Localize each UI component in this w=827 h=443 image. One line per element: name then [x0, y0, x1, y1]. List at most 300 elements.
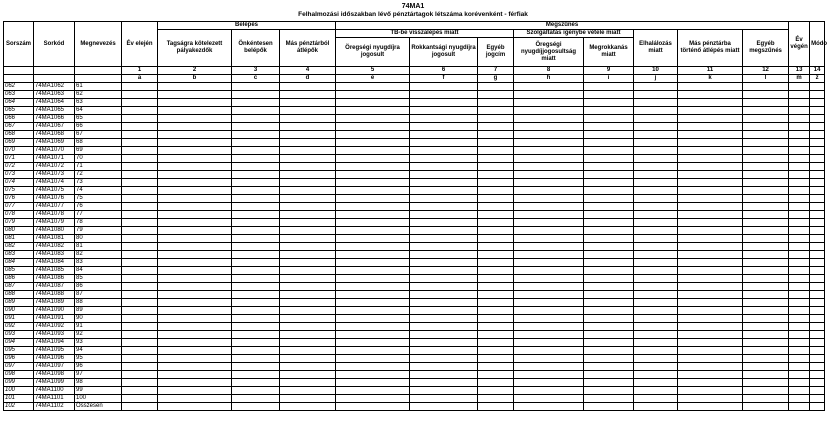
input-cell[interactable] [158, 283, 232, 291]
input-cell[interactable] [280, 347, 336, 355]
input-cell[interactable] [634, 99, 678, 107]
input-cell[interactable] [158, 267, 232, 275]
input-cell[interactable] [410, 107, 478, 115]
input-cell[interactable] [410, 291, 478, 299]
input-cell[interactable] [122, 115, 158, 123]
input-cell[interactable] [478, 275, 514, 283]
input-cell[interactable] [410, 363, 478, 371]
input-cell[interactable] [634, 315, 678, 323]
input-cell[interactable] [122, 347, 158, 355]
input-cell[interactable] [743, 331, 789, 339]
input-cell[interactable] [634, 187, 678, 195]
input-cell[interactable] [584, 235, 634, 243]
input-cell[interactable] [478, 323, 514, 331]
input-cell[interactable] [634, 219, 678, 227]
input-cell[interactable] [514, 179, 584, 187]
input-cell[interactable] [584, 251, 634, 259]
input-cell[interactable] [280, 219, 336, 227]
input-cell[interactable] [789, 403, 810, 411]
input-cell[interactable] [584, 323, 634, 331]
input-cell[interactable] [232, 267, 280, 275]
input-cell[interactable] [280, 403, 336, 411]
input-cell[interactable] [634, 403, 678, 411]
input-cell[interactable] [810, 195, 825, 203]
input-cell[interactable] [584, 131, 634, 139]
input-cell[interactable] [410, 259, 478, 267]
input-cell[interactable] [789, 307, 810, 315]
input-cell[interactable] [410, 203, 478, 211]
input-cell[interactable] [232, 299, 280, 307]
input-cell[interactable] [584, 243, 634, 251]
input-cell[interactable] [232, 163, 280, 171]
input-cell[interactable] [789, 203, 810, 211]
input-cell[interactable] [584, 155, 634, 163]
input-cell[interactable] [158, 347, 232, 355]
input-cell[interactable] [634, 283, 678, 291]
input-cell[interactable] [280, 163, 336, 171]
input-cell[interactable] [336, 243, 410, 251]
input-cell[interactable] [232, 131, 280, 139]
input-cell[interactable] [122, 267, 158, 275]
input-cell[interactable] [678, 363, 743, 371]
input-cell[interactable] [232, 395, 280, 403]
input-cell[interactable] [478, 395, 514, 403]
input-cell[interactable] [280, 131, 336, 139]
input-cell[interactable] [336, 139, 410, 147]
input-cell[interactable] [678, 403, 743, 411]
input-cell[interactable] [478, 339, 514, 347]
input-cell[interactable] [158, 131, 232, 139]
input-cell[interactable] [810, 403, 825, 411]
input-cell[interactable] [158, 171, 232, 179]
input-cell[interactable] [122, 171, 158, 179]
input-cell[interactable] [280, 99, 336, 107]
input-cell[interactable] [280, 147, 336, 155]
input-cell[interactable] [584, 307, 634, 315]
input-cell[interactable] [158, 115, 232, 123]
input-cell[interactable] [478, 243, 514, 251]
input-cell[interactable] [336, 347, 410, 355]
input-cell[interactable] [634, 363, 678, 371]
input-cell[interactable] [514, 291, 584, 299]
input-cell[interactable] [122, 291, 158, 299]
input-cell[interactable] [584, 371, 634, 379]
input-cell[interactable] [232, 107, 280, 115]
input-cell[interactable] [232, 179, 280, 187]
input-cell[interactable] [810, 107, 825, 115]
input-cell[interactable] [810, 315, 825, 323]
input-cell[interactable] [122, 251, 158, 259]
input-cell[interactable] [514, 315, 584, 323]
input-cell[interactable] [678, 195, 743, 203]
input-cell[interactable] [514, 403, 584, 411]
input-cell[interactable] [280, 187, 336, 195]
input-cell[interactable] [410, 299, 478, 307]
input-cell[interactable] [478, 315, 514, 323]
input-cell[interactable] [514, 243, 584, 251]
input-cell[interactable] [232, 275, 280, 283]
input-cell[interactable] [122, 123, 158, 131]
input-cell[interactable] [280, 379, 336, 387]
input-cell[interactable] [478, 211, 514, 219]
input-cell[interactable] [122, 163, 158, 171]
input-cell[interactable] [122, 179, 158, 187]
input-cell[interactable] [336, 371, 410, 379]
input-cell[interactable] [158, 387, 232, 395]
input-cell[interactable] [789, 139, 810, 147]
input-cell[interactable] [514, 371, 584, 379]
input-cell[interactable] [336, 219, 410, 227]
input-cell[interactable] [478, 371, 514, 379]
input-cell[interactable] [336, 123, 410, 131]
input-cell[interactable] [514, 171, 584, 179]
input-cell[interactable] [410, 219, 478, 227]
input-cell[interactable] [232, 315, 280, 323]
input-cell[interactable] [336, 147, 410, 155]
input-cell[interactable] [232, 339, 280, 347]
input-cell[interactable] [789, 131, 810, 139]
input-cell[interactable] [336, 267, 410, 275]
input-cell[interactable] [514, 91, 584, 99]
input-cell[interactable] [810, 307, 825, 315]
input-cell[interactable] [810, 323, 825, 331]
input-cell[interactable] [280, 179, 336, 187]
input-cell[interactable] [122, 91, 158, 99]
input-cell[interactable] [810, 139, 825, 147]
input-cell[interactable] [410, 355, 478, 363]
input-cell[interactable] [232, 211, 280, 219]
input-cell[interactable] [514, 363, 584, 371]
input-cell[interactable] [743, 91, 789, 99]
input-cell[interactable] [122, 395, 158, 403]
input-cell[interactable] [232, 99, 280, 107]
input-cell[interactable] [478, 251, 514, 259]
input-cell[interactable] [478, 219, 514, 227]
input-cell[interactable] [122, 387, 158, 395]
input-cell[interactable] [158, 123, 232, 131]
input-cell[interactable] [280, 171, 336, 179]
input-cell[interactable] [158, 195, 232, 203]
input-cell[interactable] [584, 115, 634, 123]
input-cell[interactable] [478, 115, 514, 123]
input-cell[interactable] [232, 83, 280, 91]
input-cell[interactable] [232, 363, 280, 371]
input-cell[interactable] [410, 387, 478, 395]
input-cell[interactable] [158, 307, 232, 315]
input-cell[interactable] [514, 155, 584, 163]
input-cell[interactable] [514, 203, 584, 211]
input-cell[interactable] [810, 387, 825, 395]
input-cell[interactable] [232, 227, 280, 235]
input-cell[interactable] [634, 195, 678, 203]
input-cell[interactable] [634, 299, 678, 307]
input-cell[interactable] [232, 387, 280, 395]
input-cell[interactable] [789, 387, 810, 395]
input-cell[interactable] [634, 323, 678, 331]
input-cell[interactable] [634, 331, 678, 339]
input-cell[interactable] [514, 211, 584, 219]
input-cell[interactable] [280, 251, 336, 259]
input-cell[interactable] [584, 171, 634, 179]
input-cell[interactable] [336, 275, 410, 283]
input-cell[interactable] [280, 395, 336, 403]
input-cell[interactable] [122, 99, 158, 107]
input-cell[interactable] [678, 283, 743, 291]
input-cell[interactable] [232, 203, 280, 211]
input-cell[interactable] [678, 227, 743, 235]
input-cell[interactable] [678, 219, 743, 227]
input-cell[interactable] [584, 363, 634, 371]
input-cell[interactable] [743, 211, 789, 219]
input-cell[interactable] [678, 299, 743, 307]
input-cell[interactable] [678, 275, 743, 283]
input-cell[interactable] [789, 379, 810, 387]
input-cell[interactable] [478, 235, 514, 243]
input-cell[interactable] [678, 395, 743, 403]
input-cell[interactable] [478, 147, 514, 155]
input-cell[interactable] [810, 203, 825, 211]
input-cell[interactable] [122, 219, 158, 227]
input-cell[interactable] [478, 131, 514, 139]
input-cell[interactable] [678, 139, 743, 147]
input-cell[interactable] [478, 387, 514, 395]
input-cell[interactable] [478, 379, 514, 387]
input-cell[interactable] [232, 403, 280, 411]
input-cell[interactable] [678, 187, 743, 195]
input-cell[interactable] [789, 347, 810, 355]
input-cell[interactable] [584, 99, 634, 107]
input-cell[interactable] [122, 403, 158, 411]
input-cell[interactable] [336, 155, 410, 163]
input-cell[interactable] [789, 99, 810, 107]
input-cell[interactable] [158, 187, 232, 195]
input-cell[interactable] [336, 331, 410, 339]
input-cell[interactable] [810, 91, 825, 99]
input-cell[interactable] [410, 139, 478, 147]
input-cell[interactable] [410, 83, 478, 91]
input-cell[interactable] [634, 259, 678, 267]
input-cell[interactable] [789, 363, 810, 371]
input-cell[interactable] [514, 379, 584, 387]
input-cell[interactable] [158, 155, 232, 163]
input-cell[interactable] [584, 179, 634, 187]
input-cell[interactable] [122, 227, 158, 235]
input-cell[interactable] [514, 339, 584, 347]
input-cell[interactable] [678, 251, 743, 259]
input-cell[interactable] [280, 123, 336, 131]
input-cell[interactable] [410, 187, 478, 195]
input-cell[interactable] [410, 379, 478, 387]
input-cell[interactable] [280, 275, 336, 283]
input-cell[interactable] [280, 307, 336, 315]
input-cell[interactable] [280, 315, 336, 323]
input-cell[interactable] [743, 307, 789, 315]
input-cell[interactable] [743, 139, 789, 147]
input-cell[interactable] [634, 91, 678, 99]
input-cell[interactable] [514, 107, 584, 115]
input-cell[interactable] [336, 203, 410, 211]
input-cell[interactable] [280, 195, 336, 203]
input-cell[interactable] [158, 139, 232, 147]
input-cell[interactable] [280, 299, 336, 307]
input-cell[interactable] [634, 235, 678, 243]
input-cell[interactable] [280, 139, 336, 147]
input-cell[interactable] [232, 187, 280, 195]
input-cell[interactable] [678, 307, 743, 315]
input-cell[interactable] [122, 147, 158, 155]
input-cell[interactable] [410, 91, 478, 99]
input-cell[interactable] [336, 299, 410, 307]
input-cell[interactable] [634, 371, 678, 379]
input-cell[interactable] [122, 331, 158, 339]
input-cell[interactable] [810, 379, 825, 387]
input-cell[interactable] [336, 323, 410, 331]
input-cell[interactable] [789, 395, 810, 403]
input-cell[interactable] [584, 91, 634, 99]
input-cell[interactable] [336, 163, 410, 171]
input-cell[interactable] [410, 315, 478, 323]
input-cell[interactable] [232, 147, 280, 155]
input-cell[interactable] [810, 299, 825, 307]
input-cell[interactable] [478, 403, 514, 411]
input-cell[interactable] [678, 131, 743, 139]
input-cell[interactable] [232, 379, 280, 387]
input-cell[interactable] [410, 347, 478, 355]
input-cell[interactable] [584, 283, 634, 291]
input-cell[interactable] [232, 331, 280, 339]
input-cell[interactable] [336, 379, 410, 387]
input-cell[interactable] [634, 267, 678, 275]
input-cell[interactable] [810, 363, 825, 371]
input-cell[interactable] [810, 83, 825, 91]
input-cell[interactable] [743, 107, 789, 115]
input-cell[interactable] [743, 323, 789, 331]
input-cell[interactable] [810, 219, 825, 227]
input-cell[interactable] [810, 395, 825, 403]
input-cell[interactable] [478, 291, 514, 299]
input-cell[interactable] [678, 123, 743, 131]
input-cell[interactable] [280, 339, 336, 347]
input-cell[interactable] [584, 123, 634, 131]
input-cell[interactable] [743, 203, 789, 211]
input-cell[interactable] [410, 99, 478, 107]
input-cell[interactable] [678, 107, 743, 115]
input-cell[interactable] [584, 267, 634, 275]
input-cell[interactable] [478, 139, 514, 147]
input-cell[interactable] [336, 91, 410, 99]
input-cell[interactable] [336, 83, 410, 91]
input-cell[interactable] [743, 235, 789, 243]
input-cell[interactable] [789, 219, 810, 227]
input-cell[interactable] [122, 259, 158, 267]
input-cell[interactable] [584, 147, 634, 155]
input-cell[interactable] [810, 179, 825, 187]
input-cell[interactable] [743, 251, 789, 259]
input-cell[interactable] [122, 379, 158, 387]
input-cell[interactable] [514, 259, 584, 267]
input-cell[interactable] [158, 315, 232, 323]
input-cell[interactable] [743, 283, 789, 291]
input-cell[interactable] [122, 243, 158, 251]
input-cell[interactable] [336, 115, 410, 123]
input-cell[interactable] [122, 355, 158, 363]
input-cell[interactable] [280, 331, 336, 339]
input-cell[interactable] [478, 227, 514, 235]
input-cell[interactable] [410, 403, 478, 411]
input-cell[interactable] [232, 291, 280, 299]
input-cell[interactable] [584, 339, 634, 347]
input-cell[interactable] [232, 155, 280, 163]
input-cell[interactable] [743, 131, 789, 139]
input-cell[interactable] [280, 363, 336, 371]
input-cell[interactable] [514, 331, 584, 339]
input-cell[interactable] [336, 387, 410, 395]
input-cell[interactable] [514, 323, 584, 331]
input-cell[interactable] [122, 83, 158, 91]
input-cell[interactable] [232, 283, 280, 291]
input-cell[interactable] [634, 355, 678, 363]
input-cell[interactable] [514, 307, 584, 315]
input-cell[interactable] [410, 171, 478, 179]
input-cell[interactable] [678, 115, 743, 123]
input-cell[interactable] [232, 347, 280, 355]
input-cell[interactable] [743, 371, 789, 379]
input-cell[interactable] [810, 371, 825, 379]
input-cell[interactable] [232, 219, 280, 227]
input-cell[interactable] [678, 387, 743, 395]
input-cell[interactable] [514, 275, 584, 283]
input-cell[interactable] [336, 195, 410, 203]
input-cell[interactable] [232, 259, 280, 267]
input-cell[interactable] [232, 123, 280, 131]
input-cell[interactable] [336, 107, 410, 115]
input-cell[interactable] [743, 187, 789, 195]
input-cell[interactable] [232, 139, 280, 147]
input-cell[interactable] [478, 299, 514, 307]
input-cell[interactable] [158, 355, 232, 363]
input-cell[interactable] [478, 267, 514, 275]
input-cell[interactable] [158, 235, 232, 243]
input-cell[interactable] [158, 395, 232, 403]
input-cell[interactable] [634, 163, 678, 171]
input-cell[interactable] [158, 227, 232, 235]
input-cell[interactable] [514, 235, 584, 243]
input-cell[interactable] [158, 147, 232, 155]
input-cell[interactable] [158, 211, 232, 219]
input-cell[interactable] [158, 323, 232, 331]
input-cell[interactable] [514, 147, 584, 155]
input-cell[interactable] [336, 403, 410, 411]
input-cell[interactable] [584, 203, 634, 211]
input-cell[interactable] [514, 387, 584, 395]
input-cell[interactable] [410, 123, 478, 131]
input-cell[interactable] [410, 163, 478, 171]
input-cell[interactable] [514, 347, 584, 355]
input-cell[interactable] [789, 291, 810, 299]
input-cell[interactable] [810, 115, 825, 123]
input-cell[interactable] [158, 83, 232, 91]
input-cell[interactable] [678, 163, 743, 171]
input-cell[interactable] [789, 315, 810, 323]
input-cell[interactable] [743, 115, 789, 123]
input-cell[interactable] [280, 267, 336, 275]
input-cell[interactable] [336, 291, 410, 299]
input-cell[interactable] [810, 123, 825, 131]
input-cell[interactable] [678, 355, 743, 363]
input-cell[interactable] [584, 331, 634, 339]
input-cell[interactable] [478, 283, 514, 291]
input-cell[interactable] [232, 307, 280, 315]
